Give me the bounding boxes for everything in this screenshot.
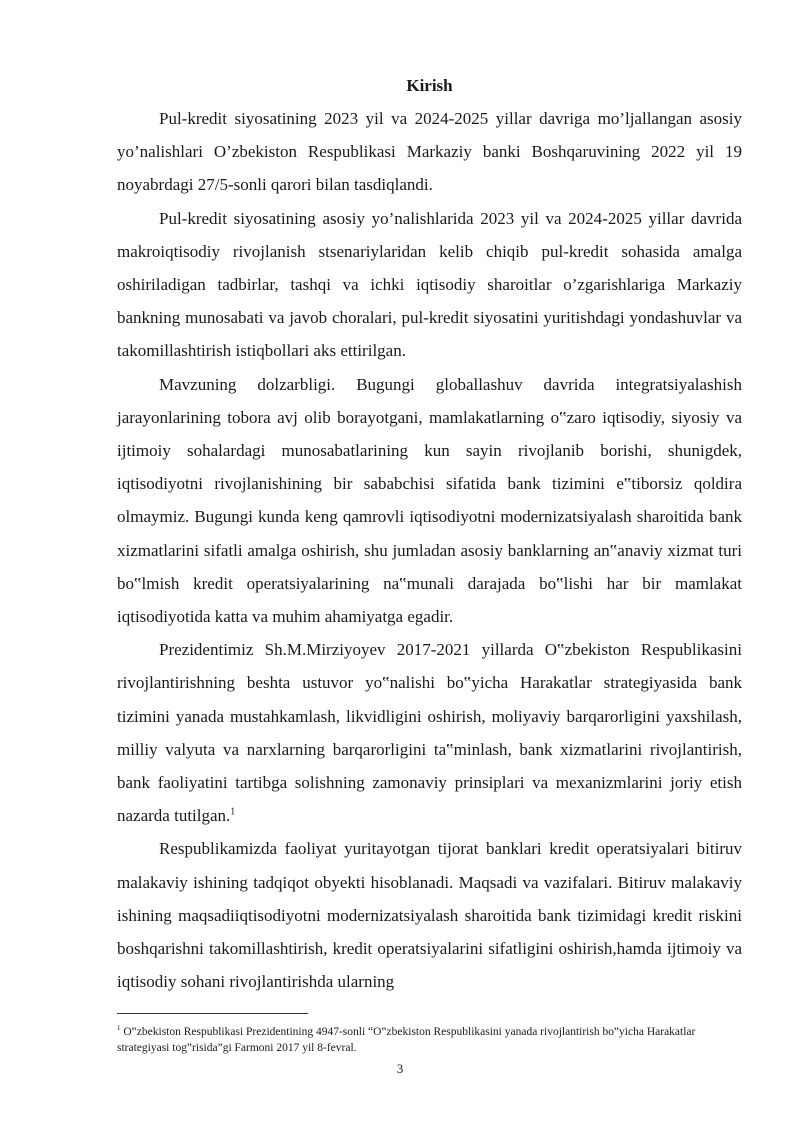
paragraph-2: Pul-kredit siyosatining asosiy yo’nalishlarida 2023 yil va 2024-2025 yillar davrida makroiqtisodiy rivojlanish stsenariylaridan kelib chiqib pul-kredit sohasida amalga oshiriladigan tadbirlar, tashqi va ichki iqtisodiy sharoitlar o’zgarishlariga Markaziy bankning munosabati va javob choralari, pul-kredit siyosatini yuritishdagi yondashuvlar va takomillashtirish istiqbollari aks ettirilgan. — [117, 208, 742, 361]
page-number: 3 — [396, 1061, 404, 1076]
paragraph-3: Mavzuning dolzarbligi. Bugungi globallashuv davrida integratsiyalashish jarayonlarining tobora avj olib borayotgani, mamlakatlarning o‟zaro iqtisodiy, siyosiy va ijtimoiy sohalardagi munosabatlarining kun sayin rivojlanib borishi, shunigdek, iqtisodiyotni rivojlanishining bir sababchisi sifatida bank tizimini e‟tiborsiz qoldira olmaymiz. Bugungi kunda keng qamrovli iqtisodiyotni modernizatsiyalash sharoitida bank xizmatlarini sifatli amalga oshirish, shu jumladan asosiy banklarning an‟anaviy xizmat turi bo‟lmish kredit operatsiyalarining na‟munali darajada bo‟lishi har bir mamlakat iqtisodiyotida katta va muhim ahamiyatga egadir. — [117, 374, 742, 627]
paragraph-4-text: Prezidentimiz Sh.M.Mirziyoyev 2017-2021 yillarda O‟zbekiston Respublikasini rivojlantirishning beshta ustuvor yo‟nalishi bo‟yicha Harakatlar strategiyasida bank tizimini yanada mustahkamlash, likvidligini oshirish, moliyaviy barqarorligini yaxshilash, milliy valyuta va narxlarning barqarorligini ta‟minlash, bank xizmatlarini rivojlantirish, bank faoliyatini tartibga solishning zamonaviy prinsiplari va mexanizmlarini joriy etish nazarda tutilgan. — [117, 640, 742, 826]
paragraph-1: Pul-kredit siyosatining 2023 yil va 2024-2025 yillar davriga mo’ljallangan asosiy yo’nalishlari O’zbekiston Respublikasi Markaziy banki Boshqaruvining 2022 yil 19 noyabrdagi 27/5-sonli qarori bilan tasdiqlandi. — [117, 109, 742, 195]
footnote — [117, 1020, 742, 1056]
footnote-marker: 1 — [117, 1024, 121, 1032]
paragraph-5: Respublikamizda faoliyat yuritayotgan tijorat banklari kredit operatsiyalari bitiruv malakaviy ishining tadqiqot obyekti hisoblanadi. Maqsadi va vazifalari. Bitiruv malakaviy ishining maqsadiiqtisodiyotni modernizatsiyalash sharoitida bank tizimidagi kredit riskini boshqarishni takomillashtirish, kredit operatsiyalarini sifatligini oshirish,hamda ijtimoiy va iqtisodiy sohani rivojlantirishda ularning — [117, 839, 742, 992]
document-body — [117, 72, 742, 998]
footnote-reference[interactable]: 1 — [230, 806, 236, 818]
section-heading: Kirish — [406, 76, 453, 95]
footnote-text: O‟zbekiston Respublikasi Prezidentining 4947-sonli “O‟zbekiston Respublikasini yanada rivojlantirish bo‟yicha Harakatlar strategiyasi tog‟risida”gi Farmoni 2017 yil 8-fevral. — [117, 1025, 696, 1054]
footnote-separator — [117, 1013, 308, 1014]
paragraph-4 — [117, 633, 742, 832]
